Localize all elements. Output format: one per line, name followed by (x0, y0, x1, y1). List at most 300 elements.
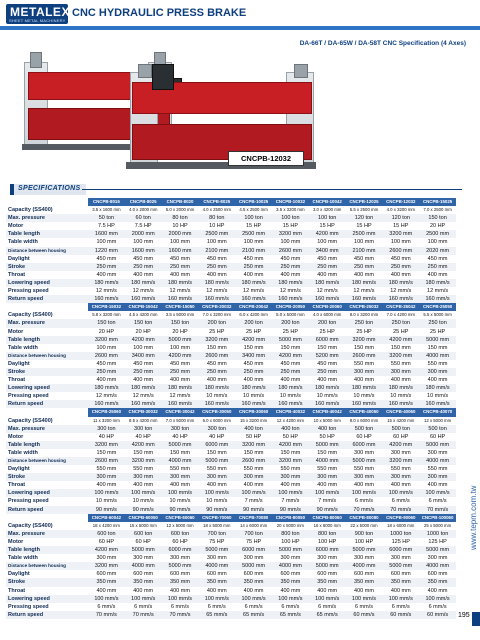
table-cell: 3200 mm (382, 230, 419, 238)
table-cell: 18 x 4200 mm (92, 522, 121, 528)
table-cell: 250 mm (162, 368, 199, 376)
table-cell: 3200 mm (198, 336, 235, 344)
table-row (6, 360, 456, 368)
heading-rule (82, 189, 462, 190)
table-cell: 2600 mm (88, 352, 125, 360)
table-cell: 350 mm (88, 578, 125, 586)
table-cell: 7.5 HP (134, 223, 152, 230)
table-cell: 300 ton (125, 425, 162, 433)
table-cell: 4200 mm (162, 352, 199, 360)
row-label: Max. pressure (6, 425, 88, 433)
table-cell: 100 mm/s (88, 595, 125, 603)
page-edge-tab (472, 612, 480, 626)
row-label: Lowering speed (6, 384, 88, 392)
table-cell: 300 mm (243, 555, 264, 562)
table-cell: 180 mm/s (235, 279, 272, 287)
row-label: Table length (6, 230, 88, 238)
table-cell: 180 mm/s (162, 279, 199, 287)
table-row (6, 497, 456, 505)
model-header-cell: CNCPB-20050 (272, 303, 309, 311)
table-cell: 5000 mm (125, 546, 162, 554)
table-cell: 125 HP (391, 538, 410, 545)
table-cell: 15 HP (356, 223, 372, 230)
table-cell: 4200 mm (272, 352, 309, 360)
table-row (6, 328, 456, 336)
table-cell: 250 mm (198, 263, 235, 271)
table-row (6, 263, 456, 271)
model-header-cell: CNCPB-8016 (88, 198, 125, 206)
table-cell: 180 mm/s (272, 384, 309, 392)
table-cell: 70 mm/s (382, 506, 419, 514)
table-cell: 450 mm (96, 360, 117, 367)
table-cell: 12 mm/s (169, 288, 191, 295)
table-row (6, 311, 456, 319)
table-cell: 100 mm/s (125, 489, 162, 497)
model-header-cell: CNCPB-30032 (125, 408, 162, 416)
table-cell: 200 ton (309, 319, 346, 327)
table-cell: 400 mm (390, 377, 411, 384)
table-cell: 150 mm (427, 344, 448, 351)
table-cell: 90 mm/s (125, 506, 162, 514)
table-cell: 4.0 x 6000 mm (312, 312, 342, 318)
table-cell: 100 ton (309, 214, 346, 222)
table-cell: 250 mm (272, 263, 309, 271)
table-cell: 10 mm/s (132, 498, 154, 505)
table-cell: 12 x 6000 mm (166, 522, 194, 528)
table-cell: 4.0 x 2500 mm (202, 207, 231, 213)
table-cell: 7.0 x 2500 mm (423, 207, 452, 213)
table-cell: 3200 mm (346, 336, 383, 344)
table-cell: 400 mm (243, 271, 264, 278)
row-label: Capacity (SS400) (8, 312, 53, 319)
model-header-cell: CNCPB-60050 (125, 514, 162, 522)
table-cell: 6000 mm (309, 546, 346, 554)
table-cell: 4200 mm (125, 441, 162, 449)
table-cell: 120 ton (346, 214, 383, 222)
table-cell: 5.5 x 5000 mm (423, 312, 452, 318)
model-header-cell: CNCPB-40032 (272, 408, 309, 416)
table-cell: 450 mm (243, 255, 264, 262)
table-cell: 700 ton (198, 530, 235, 538)
table-cell: 100 mm (96, 239, 117, 246)
row-label: Max. pressure (6, 214, 88, 222)
table-cell: 350 mm (346, 578, 383, 586)
table-cell: 300 mm (390, 555, 411, 562)
table-cell: 4200 mm (272, 441, 309, 449)
table-cell: 300 mm (88, 473, 125, 481)
table-cell: 10 mm/s (206, 393, 228, 400)
model-header-cell: CNCPB-10025 (235, 198, 272, 206)
table-cell: 200 ton (235, 319, 272, 327)
row-label: Lowering speed (6, 595, 88, 603)
table-cell: 300 mm (235, 473, 272, 481)
table-cell: 100 mm/s (309, 489, 346, 497)
table-cell: 100 mm (243, 239, 264, 246)
model-header-cell: CNCPB-80060 (309, 514, 346, 522)
table-cell: 75 HP (209, 538, 225, 545)
table-cell: 125 HP (428, 538, 447, 545)
table-cell: 450 mm (390, 255, 411, 262)
row-label: Lowering speed (6, 279, 88, 287)
table-cell: 100 HP (318, 538, 337, 545)
table-row (6, 489, 456, 497)
table-cell: 100 mm/s (125, 595, 162, 603)
page-title: CNC HYDRAULIC PRESS BRAKE (72, 7, 247, 19)
model-header-row (6, 408, 456, 416)
table-cell: 600 ton (125, 530, 162, 538)
table-cell: 450 mm (206, 255, 227, 262)
table-cell: 10 mm/s (427, 393, 449, 400)
row-label: Daylight (8, 466, 30, 473)
table-cell: 60 HP (135, 538, 151, 545)
table-cell: 250 mm (125, 263, 162, 271)
table-cell: 2500 mm (346, 230, 383, 238)
table-cell: 400 mm (96, 587, 117, 594)
table-cell: 20 x 5000 mm (276, 522, 304, 528)
table-cell: 3400 mm (125, 352, 162, 360)
table-cell: 400 mm (390, 482, 411, 489)
table-cell: 250 ton (419, 319, 456, 327)
table-cell: 300 mm (170, 555, 190, 562)
table-cell: 1000 ton (382, 530, 419, 538)
table-cell: 70 mm/s (88, 611, 125, 619)
table-cell: 300 mm (390, 449, 411, 456)
table-row (6, 271, 456, 279)
table-cell: 12 x 4200 mm (276, 417, 304, 423)
table-cell: 100 mm/s (235, 489, 272, 497)
table-cell: 550 mm (170, 466, 190, 473)
table-cell: 250 mm (346, 263, 383, 271)
table-cell: 400 mm (427, 587, 448, 594)
table-cell: 100 mm/s (346, 489, 383, 497)
table-cell: 150 mm (170, 449, 190, 456)
model-header-cell: CNCPB-15050 (162, 303, 199, 311)
model-header-cell: CNCPB-40042 (309, 408, 346, 416)
table-cell: 90 mm/s (309, 506, 346, 514)
table-cell: 10 mm/s (95, 498, 117, 505)
table-cell: 2100 mm (198, 247, 235, 255)
table-cell: 350 mm (309, 578, 346, 586)
table-cell: 400 mm (206, 482, 227, 489)
table-cell: 550 mm (427, 360, 448, 367)
table-cell: 60 HP (172, 538, 188, 545)
row-label: Stroke (6, 473, 88, 481)
table-cell: 400 mm (170, 482, 190, 489)
table-cell: 180 mm/s (125, 384, 162, 392)
table-cell: 300 mm (317, 555, 338, 562)
table-cell: 400 mm (280, 377, 301, 384)
table-cell: 3200 mm (125, 457, 162, 465)
table-cell: 100 HP (354, 538, 374, 545)
table-cell: 40 HP (172, 433, 188, 440)
table-cell: 12 mm/s (206, 288, 228, 295)
table-cell: 25 HP (319, 328, 335, 335)
table-row (6, 392, 456, 400)
row-label: Motor (8, 223, 24, 230)
table-cell: 180 mm/s (309, 279, 346, 287)
table-cell: 250 mm (382, 263, 419, 271)
table-cell: 180 mm/s (88, 279, 125, 287)
model-header-cell: CNCPB-15032 (88, 303, 125, 311)
table-cell: 6000 mm (382, 546, 419, 554)
table-cell: 160 mm/s (309, 400, 346, 408)
table-cell: 5000 mm (272, 546, 309, 554)
table-cell: 300 mm (280, 555, 301, 562)
table-row (6, 473, 456, 481)
table-cell: 100 mm (280, 239, 301, 246)
table-cell: 6000 mm (162, 546, 199, 554)
table-cell: 4000 mm (419, 562, 456, 570)
table-cell: 400 mm (354, 587, 374, 594)
page-header (0, 0, 480, 34)
table-cell: 7 mm/s (281, 498, 300, 505)
table-row (6, 255, 456, 263)
table-cell: 6 mm/s (428, 498, 447, 505)
table-cell: 160 mm/s (235, 400, 272, 408)
row-label: Distance between housing (6, 562, 88, 570)
table-cell: 4200 mm (88, 546, 125, 554)
table-cell: 160 mm/s (88, 295, 125, 303)
table-cell: 6.0 x 6000 mm (202, 417, 231, 423)
table-cell: 15 HP (393, 223, 409, 230)
model-header-cell: CNCPB-40070 (419, 408, 456, 416)
table-cell: 180 mm/s (309, 384, 346, 392)
table-cell: 11 x 3200 mm (92, 417, 120, 423)
table-cell: 15 HP (319, 223, 335, 230)
row-label: Return speed (6, 611, 88, 619)
header-corner (6, 514, 88, 522)
table-cell: 100 mm (427, 239, 448, 246)
table-cell: 60 HP (429, 433, 446, 440)
table-row (6, 344, 456, 352)
table-cell: 500 ton (382, 425, 419, 433)
table-cell: 3.5 x 3200 mm (276, 207, 305, 213)
table-cell: 3200 mm (382, 457, 419, 465)
table-cell: 10 mm/s (316, 393, 338, 400)
table-cell: 100 mm/s (382, 595, 419, 603)
table-cell: 400 mm (170, 587, 190, 594)
table-cell: 180 mm/s (198, 384, 235, 392)
table-cell: 200 ton (272, 319, 309, 327)
table-row (6, 230, 456, 238)
table-cell: 180 mm/s (419, 279, 456, 287)
table-cell: 550 mm (317, 466, 338, 473)
table-row (6, 376, 456, 384)
model-header-cell: CNCPB-8020 (162, 198, 199, 206)
table-cell: 12 mm/s (353, 288, 375, 295)
table-cell: 25 HP (356, 328, 372, 335)
table-cell: 25 HP (245, 328, 262, 335)
table-cell: 450 mm (170, 255, 190, 262)
table-cell: 70 mm/s (125, 611, 162, 619)
table-row (6, 433, 456, 441)
table-cell: 300 mm (427, 555, 448, 562)
row-label: Daylight (8, 571, 30, 578)
table-cell: 40 HP (98, 433, 115, 440)
table-cell: 10 x 5000 mm (313, 417, 341, 423)
table-cell: 18 x 5000 mm (203, 522, 231, 528)
table-cell: 400 mm (206, 271, 227, 278)
table-cell: 400 mm (243, 587, 264, 594)
table-cell: 550 mm (206, 466, 227, 473)
table-cell: 15 HP (282, 223, 299, 230)
table-row (6, 578, 456, 586)
table-cell: 5000 mm (272, 336, 309, 344)
row-label: Motor (8, 433, 24, 440)
row-label: Throat (8, 482, 26, 489)
specifications-heading (0, 184, 480, 195)
table-cell: 100 mm/s (162, 489, 199, 497)
specifications-label-box (10, 184, 86, 195)
table-row (6, 384, 456, 392)
table-row (6, 206, 456, 214)
table-cell: 80 ton (198, 214, 235, 222)
table-cell: 70 mm/s (419, 506, 456, 514)
table-cell: 800 ton (272, 530, 309, 538)
table-cell: 10 mm/s (353, 393, 375, 400)
table-cell: 550 mm (390, 360, 411, 367)
model-header-row (6, 198, 456, 206)
model-header-cell: CNCPB-12025 (346, 198, 383, 206)
table-cell: 6 mm/s (134, 603, 153, 610)
table-cell: 300 mm (419, 473, 456, 481)
table-cell: 12 mm/s (390, 288, 412, 295)
table-cell: 250 ton (346, 319, 383, 327)
model-header-cell: CNCPB-60042 (88, 514, 125, 522)
table-cell: 300 mm (96, 555, 117, 562)
table-row (6, 457, 456, 465)
table-row (6, 562, 456, 570)
table-cell: 250 mm (162, 263, 199, 271)
table-row (6, 425, 456, 433)
table-cell: 350 mm (235, 578, 272, 586)
table-row (6, 506, 456, 514)
table-row (6, 603, 456, 611)
table-cell: 6 mm/s (281, 603, 300, 610)
row-label: Distance between housing (6, 457, 88, 465)
table-cell: 400 mm (354, 271, 374, 278)
table-cell: 500 ton (346, 425, 383, 433)
table-cell: 4.0 x 3200 mm (386, 207, 415, 213)
table-cell: 550 mm (133, 466, 154, 473)
table-row (6, 522, 456, 530)
table-cell: 3.5 x 1600 mm (92, 207, 121, 213)
model-header-cell: CNCPB-15025 (419, 198, 456, 206)
table-cell: 350 mm (198, 578, 235, 586)
table-row (6, 481, 456, 489)
table-cell: 5000 mm (198, 546, 235, 554)
table-cell: 450 mm (427, 255, 448, 262)
table-cell: 5000 mm (419, 336, 456, 344)
table-cell: 300 mm (354, 555, 374, 562)
table-cell: 160 mm/s (235, 295, 272, 303)
table-cell: 300 mm (354, 449, 374, 456)
specifications-title: SPECIFICATIONS (18, 185, 81, 192)
table-cell: 5.0 x 5000 mm (276, 312, 305, 318)
table-cell: 400 mm (427, 377, 448, 384)
table-cell: 300 mm (382, 473, 419, 481)
table-cell: 400 mm (133, 482, 154, 489)
table-cell: 600 mm (354, 571, 374, 578)
model-header-cell: CNCPB-40050 (346, 408, 383, 416)
row-label: Table width (8, 555, 38, 562)
table-cell: 5000 mm (419, 546, 456, 554)
table-cell: 12 mm/s (169, 393, 191, 400)
table-cell: 4000 mm (125, 562, 162, 570)
table-cell: 600 mm (96, 571, 117, 578)
table-cell: 550 mm (390, 466, 411, 473)
table-cell: 100 mm (390, 239, 411, 246)
table-cell: 400 mm (390, 587, 411, 594)
table-cell: 4000 mm (419, 352, 456, 360)
table-cell: 550 mm (96, 466, 117, 473)
row-label: Return speed (6, 400, 88, 408)
table-cell: 150 mm (96, 449, 117, 456)
table-cell: 25 HP (429, 328, 446, 335)
row-label: Distance between housing (6, 247, 88, 255)
table-cell: 10 mm/s (169, 498, 191, 505)
table-cell: 4200 mm (309, 230, 346, 238)
model-tag: CNCPB-12032 (228, 151, 304, 166)
table-cell: 300 ton (88, 425, 125, 433)
table-cell: 8.0 x 3200 mm (349, 312, 379, 318)
table-cell: 550 mm (354, 466, 374, 473)
row-label: Pressing speed (8, 393, 49, 400)
model-header-cell: CNCPB-25050 (419, 303, 456, 311)
table-cell: 200 ton (198, 319, 235, 327)
table-cell: 300 mm (133, 555, 154, 562)
model-header-cell: CNCPB-20032 (198, 303, 235, 311)
table-cell: 600 mm (280, 571, 301, 578)
table-cell: 5000 mm (346, 546, 383, 554)
table-cell: 60 HP (356, 433, 372, 440)
table-cell: 2100 mm (235, 247, 272, 255)
table-cell: 12 mm/s (243, 288, 265, 295)
table-cell: 4.5 x 4200 mm (128, 312, 158, 318)
table-cell: 350 mm (272, 578, 309, 586)
table-cell: 300 mm (125, 473, 162, 481)
table-cell: 120 ton (382, 214, 419, 222)
model-header-cell: CNCPB-10032 (272, 198, 309, 206)
table-cell: 6 mm/s (354, 498, 373, 505)
table-row (6, 238, 456, 246)
table-cell: 2600 mm (272, 247, 309, 255)
model-header-cell: CNCPB-8025 (198, 198, 235, 206)
row-label: Table length (6, 441, 88, 449)
table-cell: 250 mm (125, 368, 162, 376)
table-cell: 65 mm/s (272, 611, 309, 619)
row-label: Pressing speed (8, 603, 49, 610)
table-cell: 400 mm (427, 482, 448, 489)
table-cell: 100 mm/s (382, 489, 419, 497)
table-cell: 150 mm (243, 449, 264, 456)
table-cell: 400 mm (317, 271, 338, 278)
table-cell: 250 mm (309, 263, 346, 271)
table-cell: 250 mm (235, 368, 272, 376)
table-cell: 100 mm/s (419, 489, 456, 497)
table-cell: 25 HP (209, 328, 225, 335)
table-cell: 5000 mm (309, 562, 346, 570)
table-cell: 3200 mm (88, 562, 125, 570)
row-label: Capacity (SS400) (8, 417, 53, 424)
row-label: Table length (6, 336, 88, 344)
table-cell: 2000 mm (125, 230, 162, 238)
table-cell: 7.5 HP (97, 223, 115, 230)
table-cell: 25 HP (393, 328, 409, 335)
table-cell: 100 mm (170, 344, 190, 351)
table-cell: 3200 mm (88, 441, 125, 449)
table-cell: 5.8 x 3200 mm (92, 312, 121, 318)
